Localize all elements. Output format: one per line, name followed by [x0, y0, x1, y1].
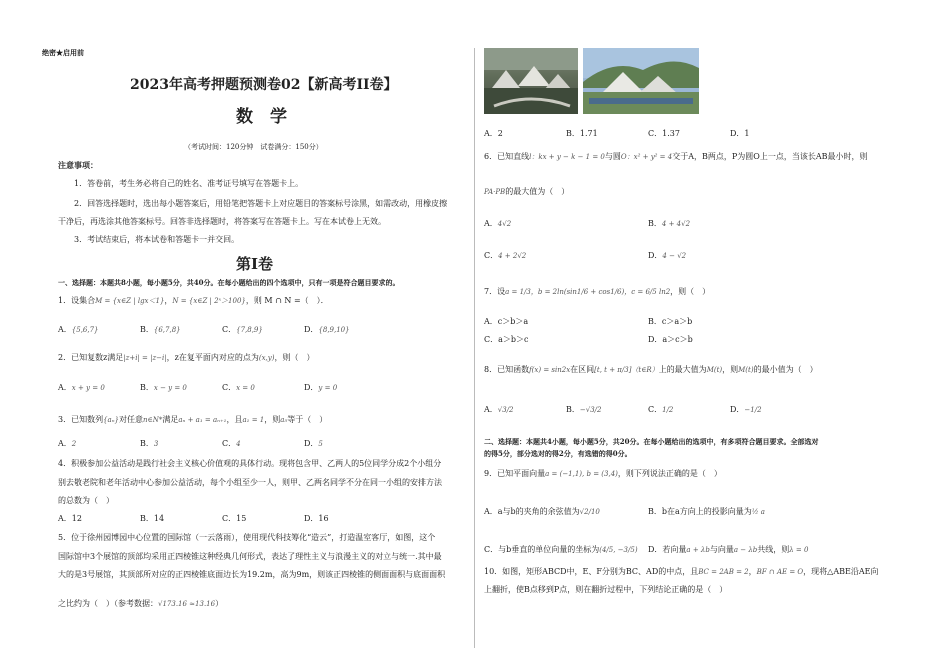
q3-option-b: B．3	[140, 439, 159, 448]
q2-stem: 2．已知复数z满足|z+i| = |z−i|，z在复平面内对应的点为(x,y)，则（ ）	[58, 353, 315, 362]
q8-option-b: B．−√3/2	[566, 405, 602, 414]
q3-option-a: A．2	[58, 439, 77, 448]
note-3: 3．考试结束后，将本试卷和答题卡一并交回。	[74, 235, 240, 244]
q4-line-2: 别去敬老院和老年活动中心参加公益活动，每个小组至少一人，则甲、乙两名同学不分在同一小组的安排方法	[58, 478, 442, 487]
q6-option-b: B．4 + 4√2	[648, 219, 691, 228]
subject-title: 数 学	[236, 107, 287, 127]
q9-stem: 9．已知平面向量a = (−1,1), b = (3,4)，则下列说法正确的是（ ）	[484, 469, 722, 478]
q5-option-a: A．2	[484, 129, 503, 138]
q7-stem: 7．设a = 1/3，b = 2ln(sin1/6 + cos1/6)，c = 6/5 ln2，则（ ）	[484, 287, 711, 296]
column-divider	[474, 48, 475, 648]
q1-option-a: A．{5,6,7}	[58, 325, 99, 334]
q2-option-a: A．x + y = 0	[58, 383, 105, 392]
q2-option-b: B．x − y = 0	[140, 383, 187, 392]
notes-heading: 注意事项：	[58, 160, 98, 170]
q5-line-2: 国际馆中3个展馆的顶部均采用正四棱锥这种经典几何形式，表达了理性主义与浪漫主义的对立与统一.其中最	[58, 552, 442, 561]
q5-line-4: 之比约为（ ）（参考数据：√173.16 ≈13.16）	[58, 599, 224, 608]
q7-option-d: D．a＞c＞b	[648, 335, 693, 344]
q6-option-c: C．4 + 2√2	[484, 251, 527, 260]
q8-option-d: D．−1/2	[730, 405, 762, 414]
q8-option-c: C．1/2	[648, 405, 674, 414]
q2-option-c: C．x = 0	[222, 383, 255, 392]
q5-line-1: 5．位于徐州园博园中心位置的国际馆（一云落雨），使用现代科技筹化“造云”，打造温室客厅，如图，这个	[58, 533, 436, 542]
note-1: 1．答卷前，考生务必将自己的姓名、准考证号填写在答题卡上。	[74, 179, 304, 188]
q5-line-3: 大的是3号展馆，其顶部所对应的正四棱锥底面边长为19.2m，高为9m，则该正四棱锥的侧面面积与底面面积	[58, 570, 446, 579]
q9-option-b: B．b在a方向上的投影向量为½ a	[648, 507, 765, 516]
part1-title: 第Ⅰ卷	[236, 255, 274, 273]
note-2b: 干净后，再选涂其他答案标号。回答非选择题时，将答案写在答题卡上。写在本试卷上无效。	[58, 217, 386, 226]
q1-option-c: C．{7,8,9}	[222, 325, 263, 334]
pavilion-photo-1	[484, 48, 578, 114]
q9-option-c: C．与b垂直的单位向量的坐标为(4/5, −3/5)	[484, 545, 638, 554]
q5-option-d: D．1	[730, 129, 750, 138]
q7-option-b: B．c＞a＞b	[648, 317, 693, 326]
secret-label: 绝密★启用前	[42, 48, 84, 57]
q3-option-c: C．4	[222, 439, 241, 448]
paper-title: 2023年高考押题预测卷02【新高考II卷】	[130, 77, 398, 93]
exam-info: （考试时间：120分钟 试卷满分：150分）	[184, 143, 323, 151]
q6-stem: 6．已知直线l：kx + y − k − 1 = 0与圆O：x² + y² = 4交于A，B两点，P为圆O上一点，当该长AB最小时，则	[484, 152, 868, 161]
q1-option-b: B．{6,7,8}	[140, 325, 181, 334]
q4-option-c: C．15	[222, 514, 247, 523]
q5-option-c: C．1.37	[648, 129, 680, 138]
q10-line-2: 上翻折，使B点移到P点，则在翻折过程中，下列结论正确的是（ ）	[484, 585, 728, 594]
q1-stem: 1．设集合M = {x∈Z | lgx＜1}，N = {x∈Z | 2ˣ＞100}，则 M ∩ N =（ ）．	[58, 296, 329, 305]
q9-option-a: A．a与b的夹角的余弦值为√2/10	[484, 507, 600, 516]
q8-stem: 8．已知函数f(x) = sin2x在区间[t, t + π/3]（t∈R）上的最大值为M(t)，则M(t)的最小值为（ ）	[484, 365, 818, 374]
q6-option-d: D．4 − √2	[648, 251, 687, 260]
q2-option-d: D．y = 0	[304, 383, 338, 392]
q9-option-d: D．若向量a + λb与向量a − λb共线，则λ = 0	[648, 545, 809, 554]
q4-line-3: 的总数为（ ）	[58, 496, 114, 505]
section2-heading-1: 二、选择题：本题共4小题，每小题5分，共20分。在每小题给出的选项中，有多项符合题目要求。全部选对	[484, 437, 819, 446]
q4-option-a: A．12	[58, 514, 82, 523]
section1-heading: 一、选择题：本题共8小题，每小题5分，共40分。在每小题给出的四个选项中，只有一项是符合题目要求的。	[58, 278, 400, 287]
q1-set-m: M = {x∈Z | lgx＜1}	[95, 297, 165, 305]
q3-stem: 3．已知数列{aₙ}对任意n∈N*满足aₙ + a₁ = aₙ₊₁，且a₁ = 1，则a₅等于（ ）	[58, 415, 328, 424]
q1-set-n: N = {x∈Z | 2ˣ＞100}	[172, 297, 246, 305]
pavilion-photo-2	[583, 48, 699, 114]
q6-stem-2: PA·PB的最大值为（ ）	[484, 187, 570, 196]
q7-option-a: A．c＞b＞a	[484, 317, 529, 326]
q1-option-d: D．{8,9,10}	[304, 325, 350, 334]
q3-option-d: D．5	[304, 439, 323, 448]
q10-line-1: 10．如图，矩形ABCD中，E、F分别为BC、AD的中点，且BC = 2AB = 2，BF ∩ AE = O，现将△ABE沿AE向	[484, 567, 879, 576]
q8-option-a: A．√3/2	[484, 405, 514, 414]
q7-option-c: C．a＞b＞c	[484, 335, 529, 344]
q4-option-d: D．16	[304, 514, 329, 523]
q6-option-a: A．4√2	[484, 219, 512, 228]
section2-heading-2: 的得5分，部分选对的得2分，有选错的得0分。	[484, 449, 632, 458]
note-2a: 2．回答选择题时，选出每小题答案后，用铅笔把答题卡上对应题目的答案标号涂黑，如需改动，用橡皮擦	[74, 199, 448, 208]
q5-option-b: B．1.71	[566, 129, 598, 138]
q4-option-b: B．14	[140, 514, 165, 523]
q4-line-1: 4．积极参加公益活动是践行社会主义核心价值观的具体行动。现将包含甲、乙两人的5位同学分成2个小组分	[58, 459, 442, 468]
